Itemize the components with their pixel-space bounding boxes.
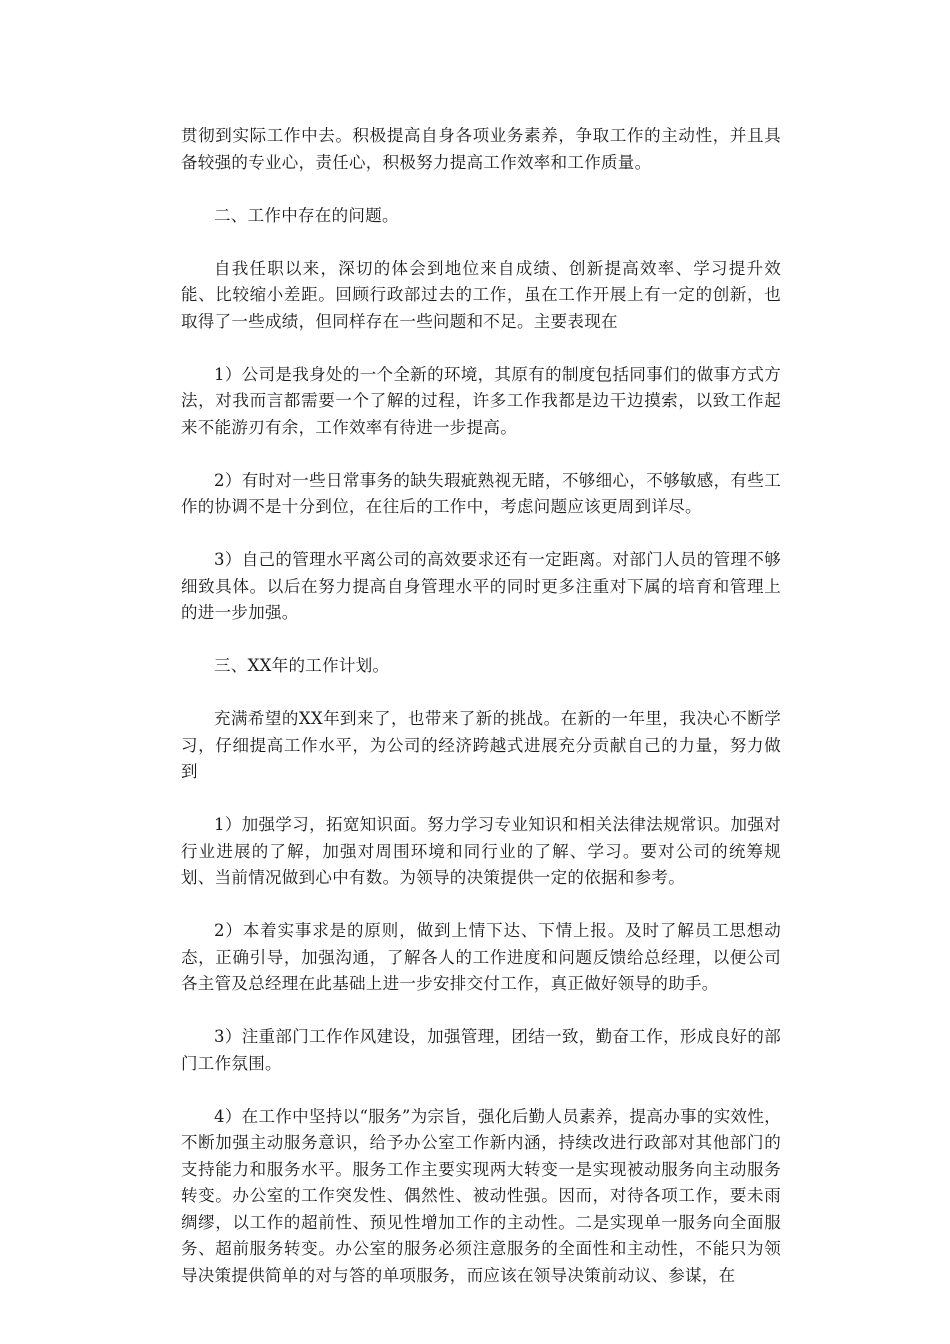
paragraph-problem-1: 1）公司是我身处的一个全新的环境，其原有的制度包括同事们的做事方式方法，对我而言都需要一个了解的过程，许多工作我都是边干边摸索，以致工作起来不能游刃有余，工作效率有待进一步提高。: [181, 364, 781, 437]
paragraph-plan-2: 2）本着实事求是的原则，做到上情下达、下情上报。及时了解员工思想动态，正确引导，加强沟通，了解各人的工作进度和问题反馈给总经理，以便公司各主管及总经理在此基础上进一步安排交付工作，真正做好领导的助手。: [181, 921, 781, 993]
paragraph-plan-1: 1）加强学习，拓宽知识面。努力学习专业知识和相关法律法规常识。加强对行业进展的了解，加强对周围环境和同行业的了解、学习。要对公司的统筹规划、当前情况做到心中有数。为领导的决策提供一定的依据和参考。: [181, 815, 781, 887]
paragraph-plan-intro: 充满希望的XX年到来了，也带来了新的挑战。在新的一年里，我决心不断学习，仔细提高工作水平，为公司的经济跨越式进展充分贡献自己的力量，努力做到: [181, 709, 781, 781]
section-heading-problems: 二、工作中存在的问题。: [214, 205, 399, 225]
document-body: [181, 123, 781, 1289]
section-heading-plan: 三、XX年的工作计划。: [214, 656, 390, 675]
paragraph-problem-2: 2）有时对一些日常事务的缺失瑕疵熟视无睹，不够细心，不够敏感，有些工作的协调不是十分到位，在往后的工作中，考虑问题应该更周到详尽。: [181, 470, 781, 516]
paragraph-problems-intro: 自我任职以来，深切的体会到地位来自成绩、创新提高效率、学习提升效能、比较缩小差距。回顾行政部过去的工作，虽在工作开展上有一定的创新，也取得了一些成绩，但同样存在一些问题和不足。主要表现在: [181, 258, 781, 331]
paragraph-problem-3: 3）自己的管理水平离公司的高效要求还有一定距离。对部门人员的管理不够细致具体。以后在努力提高自身管理水平的同时更多注重对下属的培育和管理上的进一步加强。: [181, 550, 781, 622]
paragraph-plan-4: 4）在工作中坚持以“服务”为宗旨，强化后勤人员素养，提高办事的实效性，不断加强主动服务意识，给予办公室工作新内涵，持续改进行政部对其他部门的支持能力和服务水平。服务工作主要实现两大转变一是实现被动服务向主动服务转变。办公室的工作突发性、偶然性、被动性强。因而，对待各项工作，要未雨绸缪，以工作的超前性、预见性增加工作的主动性。二是实现单一服务向全面服务、超前服务转变。办公室的服务必须注意服务的全面性和主动性，不能只为领导决策提供简单的对与答的单项服务，而应该在领导决策前动议、参谋，在: [181, 1106, 781, 1285]
paragraph-plan-3: 3）注重部门工作作风建设，加强管理，团结一致，勤奋工作，形成良好的部门工作氛围。: [181, 1027, 781, 1073]
paragraph-continuation: 贯彻到实际工作中去。积极提高自身各项业务素养，争取工作的主动性，并且具备较强的专业心，责任心，积极努力提高工作效率和工作质量。: [181, 126, 781, 172]
